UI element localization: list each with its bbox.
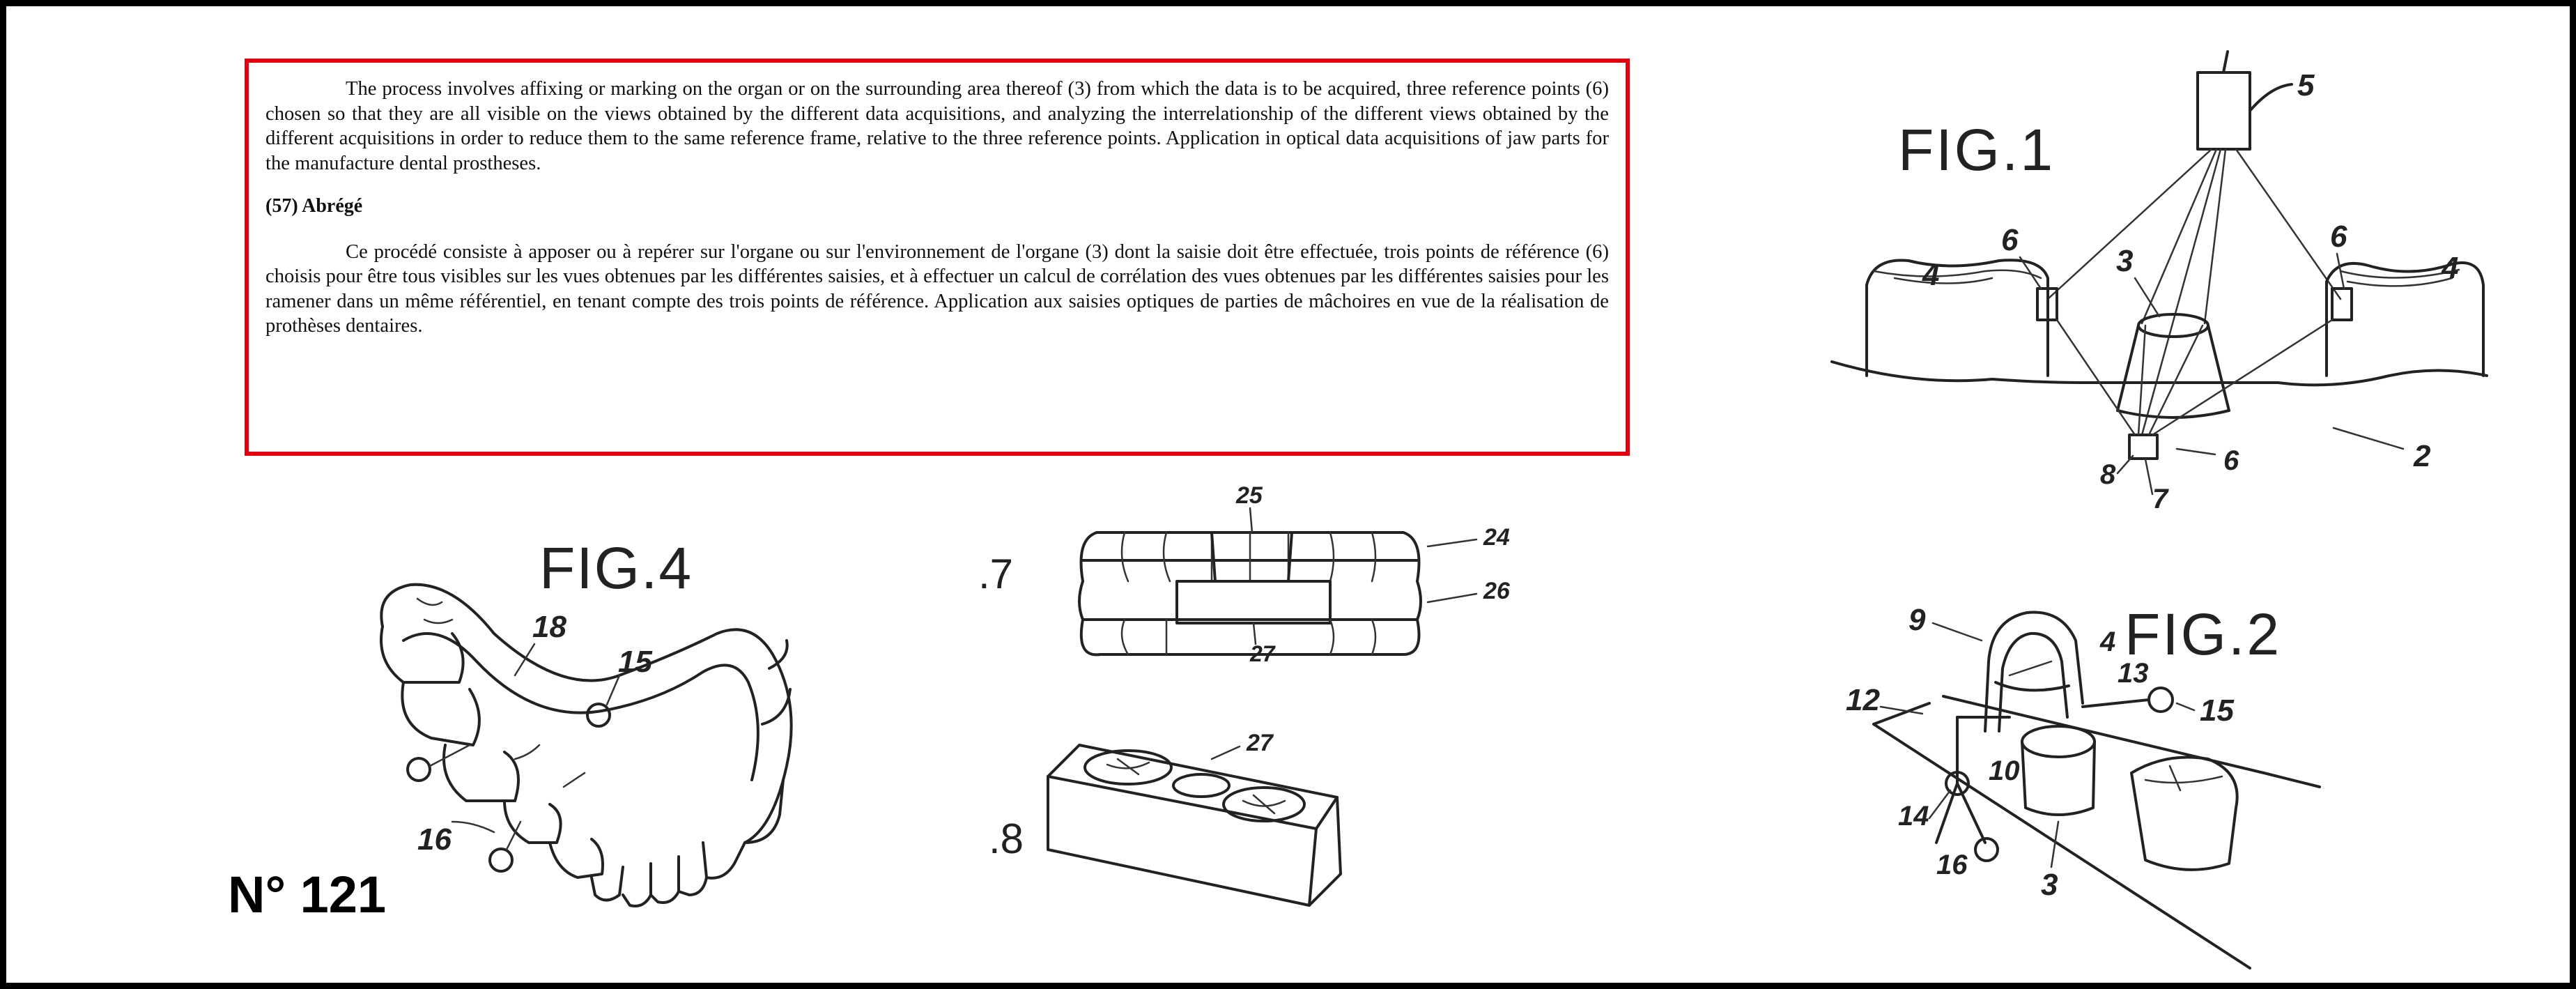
fig1-label-4a: 4 <box>1922 258 1940 292</box>
reference-ball-15 <box>587 704 610 726</box>
fig1-label-6b: 6 <box>2330 220 2347 254</box>
fig1-label-8: 8 <box>2100 459 2116 490</box>
fig1-label-4b: 4 <box>2442 251 2459 285</box>
fig1-label-2: 2 <box>2414 439 2431 473</box>
fig2-label-15: 15 <box>2200 693 2234 728</box>
fig2-label-16: 16 <box>1936 850 1968 880</box>
abstract-english: The process involves affixing or marking on the organ or on the surrounding area thereof (3) from which the data is to be acquired, three reference points (6) chosen so that they are all visible on the views obtained by the different data acquisitions, and analyzing the interrelationship of the different views obtained by the different acquisitions in order to reduce them to the same reference frame, relative to the three reference points. Application in optical data acquisitions of jaw parts for the manufacture dental prostheses. <box>265 78 1609 174</box>
fig2-label-14: 14 <box>1898 801 1929 831</box>
fig1-label-7: 7 <box>2152 484 2168 514</box>
fig2-label-9: 9 <box>1908 603 1926 637</box>
document-number: N° 121 <box>228 866 387 923</box>
camera-5 <box>2198 72 2250 149</box>
fig1-label-5: 5 <box>2297 68 2315 102</box>
fig2-label-10: 10 <box>1989 756 2020 786</box>
reference-ball-16a <box>408 758 430 781</box>
reference-marker-6c <box>2129 435 2157 459</box>
fig2-label-13: 13 <box>2118 658 2149 689</box>
figure-7 <box>978 477 1522 666</box>
fig2-label-12: 12 <box>1846 683 1880 717</box>
fig7-label-26: 26 <box>1483 578 1510 604</box>
bite-block-27 <box>1177 581 1330 623</box>
fig2-label-4: 4 <box>2100 627 2116 657</box>
fig7-label-24: 24 <box>1483 524 1510 551</box>
abstract-heading: (57) Abrégé <box>265 195 363 217</box>
abstract-box <box>245 59 1630 456</box>
fig7-label-25: 25 <box>1236 482 1263 509</box>
fig1-label-3: 3 <box>2116 244 2134 278</box>
fig4-label-15: 15 <box>618 645 652 679</box>
fig2-label-3: 3 <box>2041 868 2058 902</box>
figure-4 <box>355 515 842 933</box>
figure-2 <box>1818 578 2515 968</box>
figure-1 <box>1790 48 2501 550</box>
reference-marker-6b <box>2332 289 2352 320</box>
reference-ball-16 <box>1975 838 1998 861</box>
abstract-french: Ce procédé consiste à apposer ou à repérer sur l'organe ou sur l'environnement de l'organe (3) dont la saisie doit être effectuée, trois points de référence (6) choisis pour être tous visibles sur les vues obtenues par les différentes saisies, et à effectuer un calcul de corrélation des vues obtenues par les différentes saisies pour les ramener dans un même référentiel, en tenant compte des trois points de référence. Application aux saisies optiques de parties de mâchoires en vue de la réalisation de prothèses dentaires. <box>265 240 1609 337</box>
reference-ball-16b <box>490 849 512 871</box>
reference-ball-15 <box>2149 688 2173 712</box>
figure-8 <box>989 731 1379 912</box>
fig1-title: FIG.1 <box>1898 117 2056 183</box>
fig8-title: .8 <box>989 815 1024 862</box>
fig4-label-18: 18 <box>532 610 566 644</box>
fig8-label-27: 27 <box>1247 730 1273 756</box>
fig4-title: FIG.4 <box>539 535 693 601</box>
fig7-title: .7 <box>978 551 1014 597</box>
fig4-label-16: 16 <box>417 822 452 857</box>
fig7-label-27: 27 <box>1250 641 1275 666</box>
fig1-label-6c: 6 <box>2223 445 2239 476</box>
fig1-label-6a: 6 <box>2001 223 2019 257</box>
fig2-title: FIG.2 <box>2124 601 2282 667</box>
